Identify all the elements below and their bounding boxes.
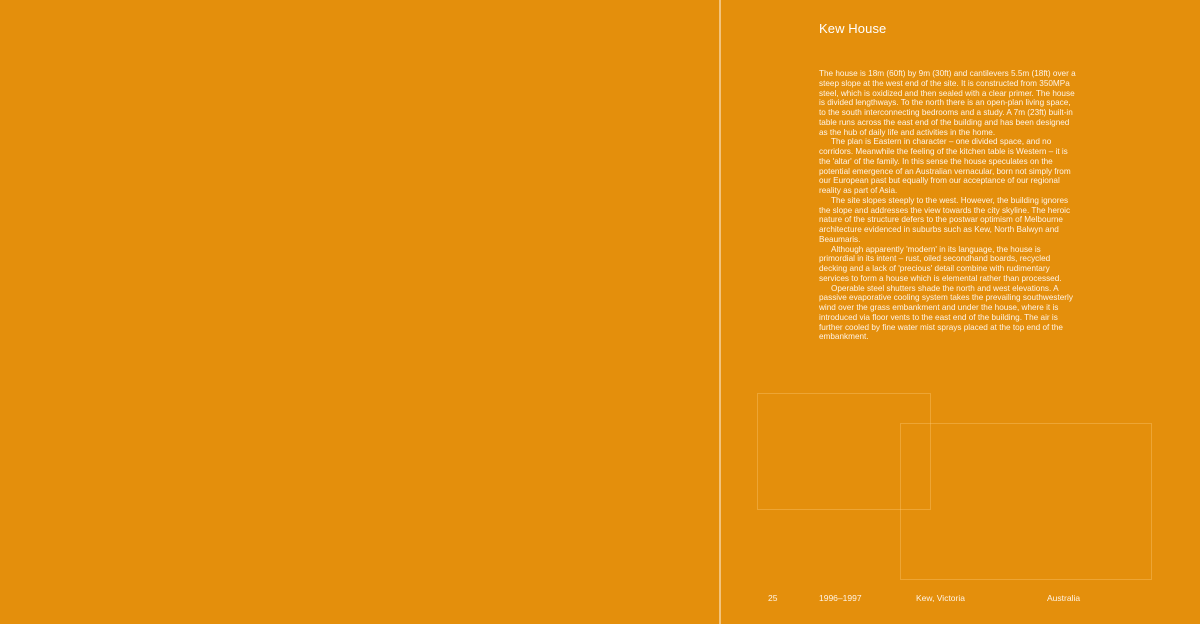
paragraph: The site slopes steeply to the west. However, the building ignores the slope and addresses the view towards the city skyline. The heroic nature of the structure defers to the postwar optimism of Melbourne architecture evidenced in suburbs such as Kew, North Balwyn and Beaumaris. [819,195,1071,244]
footer-years: 1996–1997 [819,593,862,603]
paragraph: The plan is Eastern in character – one divided space, and no corridors. Meanwhile the feeling of the kitchen table is Western – it is the 'altar' of the family. In this sense the house speculates on the potential emergence of an Australian vernacular, born not simply from our European past but equally from our acceptance of our regional reality as part of Asia. [819,137,1071,195]
page-title: Kew House [819,21,887,36]
page-number: 25 [768,593,778,603]
body-text [819,69,1077,342]
paragraph: The house is 18m (60ft) by 9m (30ft) and cantilevers 5.5m (18ft) over a steep slope at the west end of the site. It is constructed from 350MPa steel, which is oxidized and then sealed with a clear primer. The house is divided lengthways. To the north there is an open-plan living space, to the south interconnecting bedrooms and a study. A 7m (23ft) built-in table runs across the east end of the building and has been designed as the hub of daily life and activities in the home. [819,69,1076,137]
show-through-frame [900,423,1152,580]
footer-country: Australia [1047,593,1081,603]
paragraph: Operable steel shutters shade the north and west elevations. A passive evaporative cooling system takes the prevailing southwesterly wind over the grass embankment and under the house, where it is introduced via floor vents to the east end of the building. The air is further cooled by fine water mist sprays placed at the top end of the embankment. [819,283,1073,342]
paragraph: Although apparently 'modern' in its language, the house is primordial in its intent – rust, oiled secondhand boards, recycled decking and a lack of 'precious' detail combine with rudimentary services to form a house which is elemental rather than processed. [819,244,1062,283]
footer-place: Kew, Victoria [916,593,965,603]
